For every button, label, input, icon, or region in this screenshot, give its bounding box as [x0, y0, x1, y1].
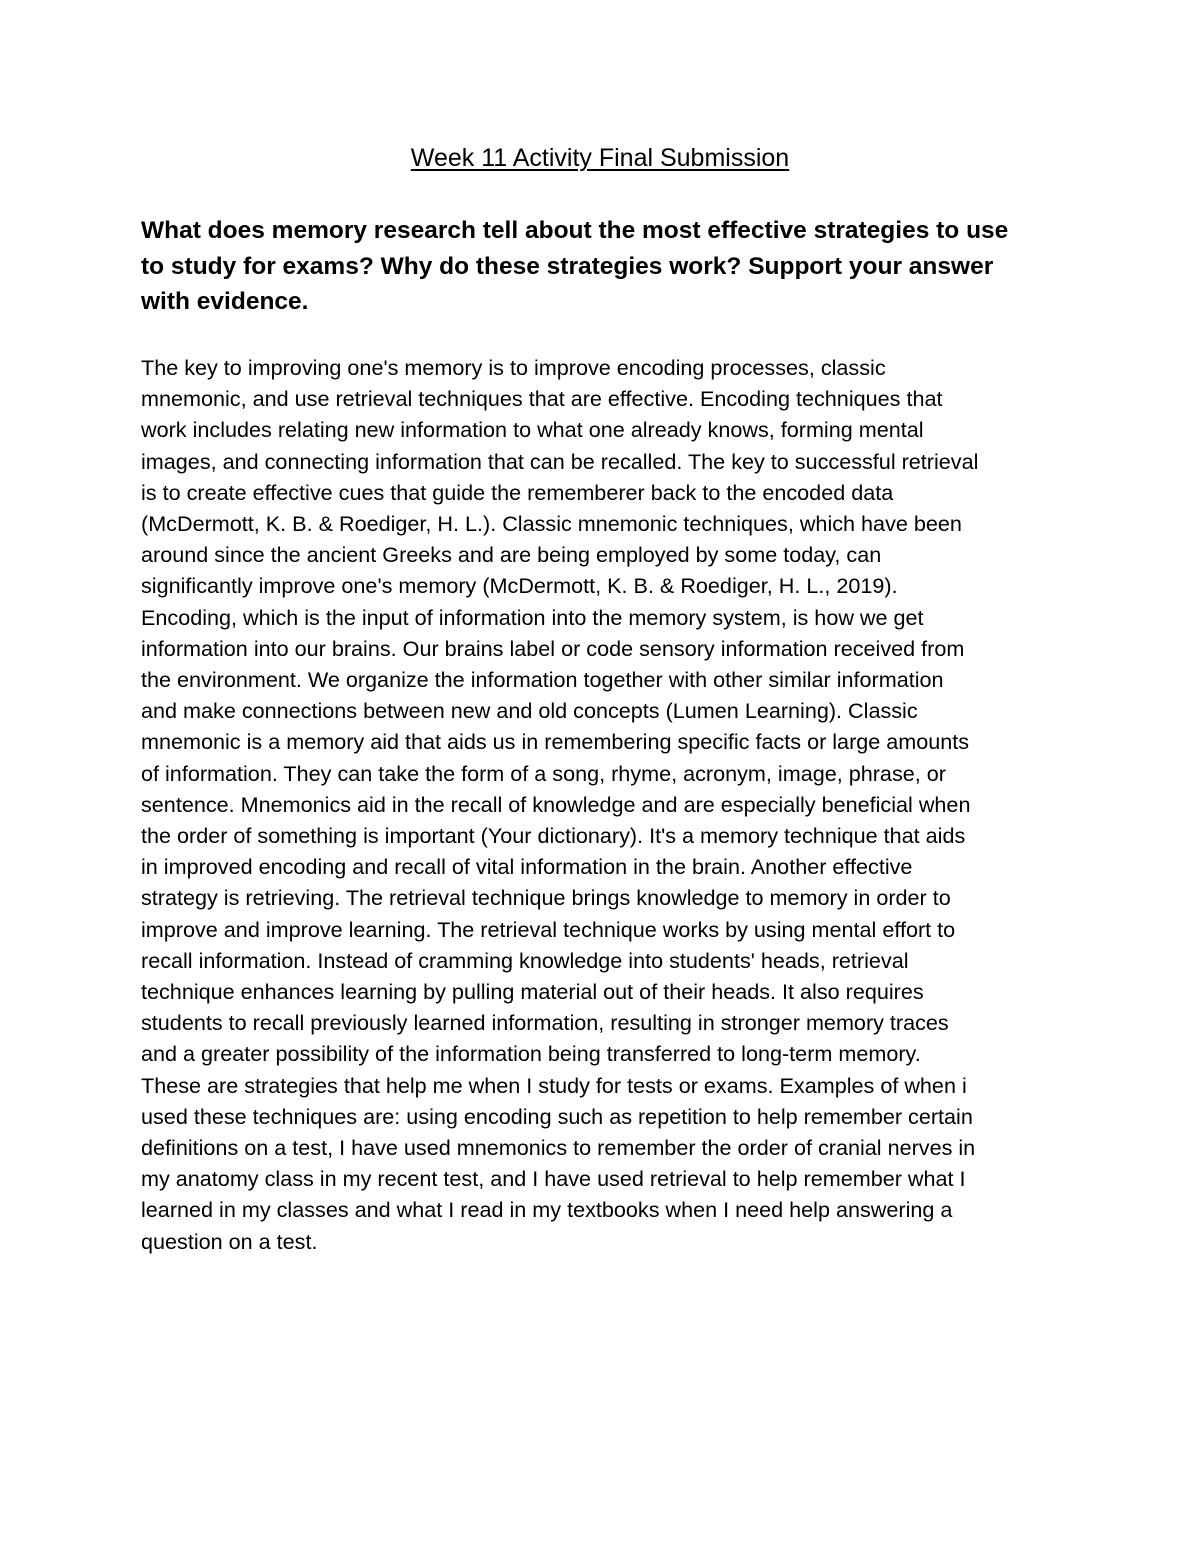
answer-line: significantly improve one's memory (McDermott, K. B. & Roediger, H. L., 2019). — [141, 573, 898, 599]
document-title: Week 11 Activity Final Submission — [410, 144, 790, 172]
answer-line: used these techniques are: using encoding such as repetition to help remember certain — [141, 1103, 973, 1129]
question-heading — [141, 213, 1061, 320]
answer-paragraph — [141, 352, 1065, 1257]
answer-line: Encoding, which is the input of information into the memory system, is how we get — [141, 604, 924, 630]
answer-line: The key to improving one's memory is to improve encoding processes, classic — [141, 355, 886, 380]
answer-line: information into our brains. Our brains label or code sensory information received from — [141, 635, 965, 661]
answer-line: recall information. Instead of cramming knowledge into students' heads, retrieval — [141, 947, 909, 973]
question-line: to study for exams? Why do these strategies work? Support your answer — [141, 252, 994, 280]
answer-line: and a greater possibility of the information being transferred to long-term memory. — [141, 1041, 921, 1067]
answer-line: sentence. Mnemonics aid in the recall of knowledge and are especially beneficial when — [141, 791, 971, 817]
question-line: with evidence. — [141, 288, 309, 315]
answer-line: is to create effective cues that guide the rememberer back to the encoded data — [141, 479, 894, 505]
answer-line: and make connections between new and old concepts (Lumen Learning). Classic — [141, 698, 918, 724]
question-line: What does memory research tell about the most effective strategies to use — [141, 217, 1009, 244]
answer-line: mnemonic, and use retrieval techniques that are effective. Encoding techniques that — [141, 386, 943, 412]
answer-line: These are strategies that help me when I study for tests or exams. Examples of when i — [141, 1072, 967, 1098]
answer-line: definitions on a test, I have used mnemonics to remember the order of cranial nerves in — [141, 1135, 976, 1161]
answer-line: strategy is retrieving. The retrieval technique brings knowledge to memory in order to — [141, 885, 951, 911]
answer-line: my anatomy class in my recent test, and I have used retrieval to help remember what I — [141, 1166, 966, 1192]
answer-line: around since the ancient Greeks and are being employed by some today, can — [141, 542, 882, 568]
answer-line: images, and connecting information that can be recalled. The key to successful retrieval — [141, 448, 979, 474]
answer-line: (McDermott, K. B. & Roediger, H. L.). Classic mnemonic techniques, which have been — [141, 511, 962, 537]
answer-line: the environment. We organize the information together with other similar information — [141, 667, 944, 693]
answer-line: of information. They can take the form of a song, rhyme, acronym, image, phrase, or — [141, 760, 946, 786]
answer-line: students to recall previously learned information, resulting in stronger memory traces — [141, 1010, 949, 1036]
answer-line: technique enhances learning by pulling material out of their heads. It also requires — [141, 979, 924, 1005]
answer-line: work includes relating new information to what one already knows, forming mental — [141, 417, 924, 443]
answer-line: question on a test. — [141, 1228, 318, 1254]
answer-line: learned in my classes and what I read in my textbooks when I need help answering a — [141, 1197, 953, 1223]
answer-line: improve and improve learning. The retrieval technique works by using mental effort to — [141, 916, 956, 942]
answer-line: in improved encoding and recall of vital information in the brain. Another effective — [141, 854, 913, 880]
answer-line: mnemonic is a memory aid that aids us in remembering specific facts or large amounts — [141, 729, 970, 755]
answer-line: the order of something is important (Your dictionary). It's a memory technique that aids — [141, 823, 966, 849]
